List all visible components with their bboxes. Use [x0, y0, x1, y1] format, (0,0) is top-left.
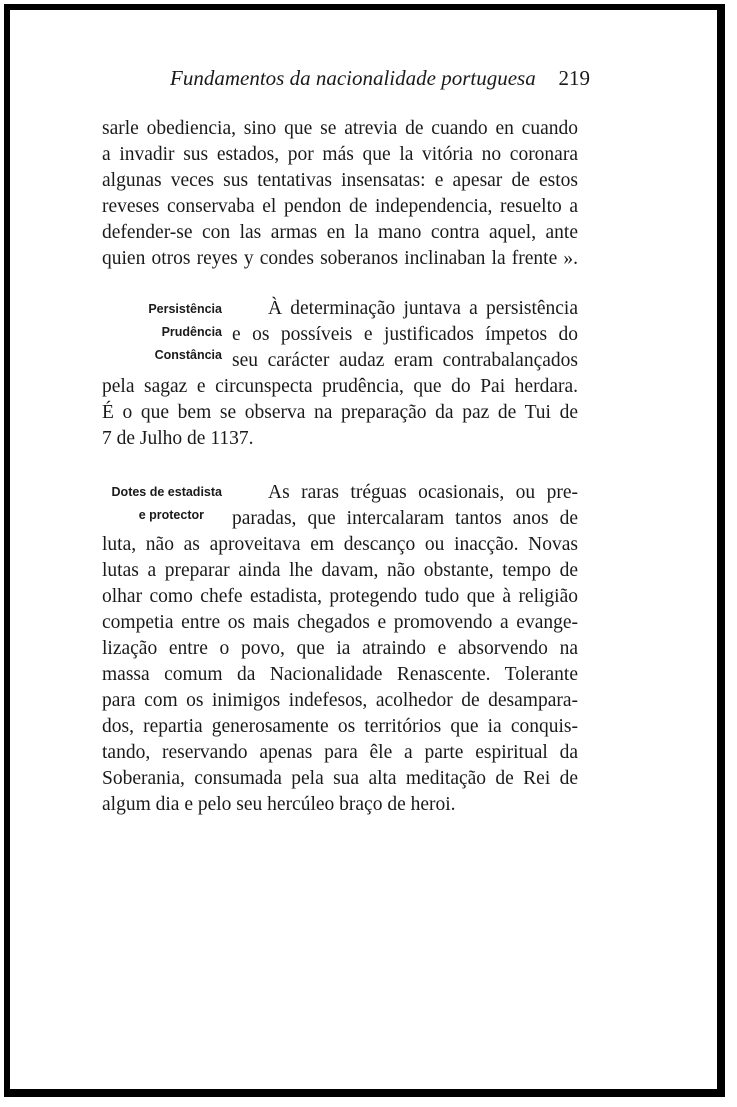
text-line: para com os inimigos indefesos, acolhedor de desampara-: [102, 690, 578, 711]
text-line: olhar como chefe estadista, protegendo tudo que à religião: [102, 586, 578, 607]
running-header: [170, 66, 590, 96]
text-line: algunas veces sus tentativas insensatas: e apesar de estos: [102, 170, 578, 191]
text-line: algum dia e pelo seu hercúleo braço de heroi.: [102, 794, 456, 815]
sidenote-e-protector: e protector: [138, 508, 204, 522]
paragraph-3-indented: [232, 480, 578, 532]
text-line: As raras tréguas ocasionais, ou pre-: [268, 482, 578, 503]
text-line: e os possíveis e justificados ímpetos do: [232, 324, 578, 345]
sidenote-dotes-de-estadista: Dotes de estadista: [111, 485, 222, 499]
paragraph-3: [102, 532, 578, 818]
text-line: quien otros reyes y condes soberanos inclinaban la frente ».: [102, 248, 578, 269]
text-line: a invadir sus estados, por más que la vitória no coronara: [102, 144, 578, 165]
text-line: defender-se con las armas en la mano contra aquel, ante: [102, 222, 578, 243]
text-line: pela sagaz e circunspecta prudência, que do Pai herdara.: [102, 376, 578, 397]
text-line: paradas, que intercalaram tantos anos de: [232, 508, 578, 529]
sidenote-constancia: Constância: [154, 348, 222, 362]
text-line: Soberania, consumada pela sua alta meditação de Rei de: [102, 768, 578, 789]
text-line: lutas a preparar ainda lhe davam, não obstante, tempo de: [102, 560, 578, 581]
text-line: seu carácter audaz eram contrabalançados: [232, 350, 578, 371]
sidenote-persistencia: Persistência: [148, 302, 222, 316]
paragraph-2-indented: [232, 296, 578, 374]
text-line: lização entre o povo, que ia atraindo e absorvendo na: [102, 638, 578, 659]
text-line: dos, repartia generosamente os territórios que ia conquis-: [102, 716, 578, 737]
text-line: 7 de Julho de 1137.: [102, 428, 254, 449]
paragraph-1: [102, 116, 578, 272]
text-line: massa comum da Nacionalidade Renascente. Tolerante: [102, 664, 578, 685]
text-line: luta, não as aproveitava em descanço ou inacção. Novas: [102, 534, 578, 555]
text-line: É o que bem se observa na preparação da paz de Tui de: [102, 402, 578, 423]
running-title: Fundamentos da nacionalidade portuguesa: [170, 66, 536, 90]
paragraph-2: [102, 374, 578, 452]
text-line: tando, reservando apenas para êle a parte espiritual da: [102, 742, 578, 763]
text-line: reveses conservaba el pendon de independencia, resuelto a: [102, 196, 578, 217]
text-line: sarle obediencia, sino que se atrevia de cuando en cuando: [102, 118, 578, 139]
text-line: À determinação juntava a persistência: [268, 298, 578, 319]
sidenote-prudencia: Prudência: [161, 325, 222, 339]
text-line: competia entre os mais chegados e promovendo a evange-: [102, 612, 578, 633]
page-number: 219: [558, 66, 590, 90]
